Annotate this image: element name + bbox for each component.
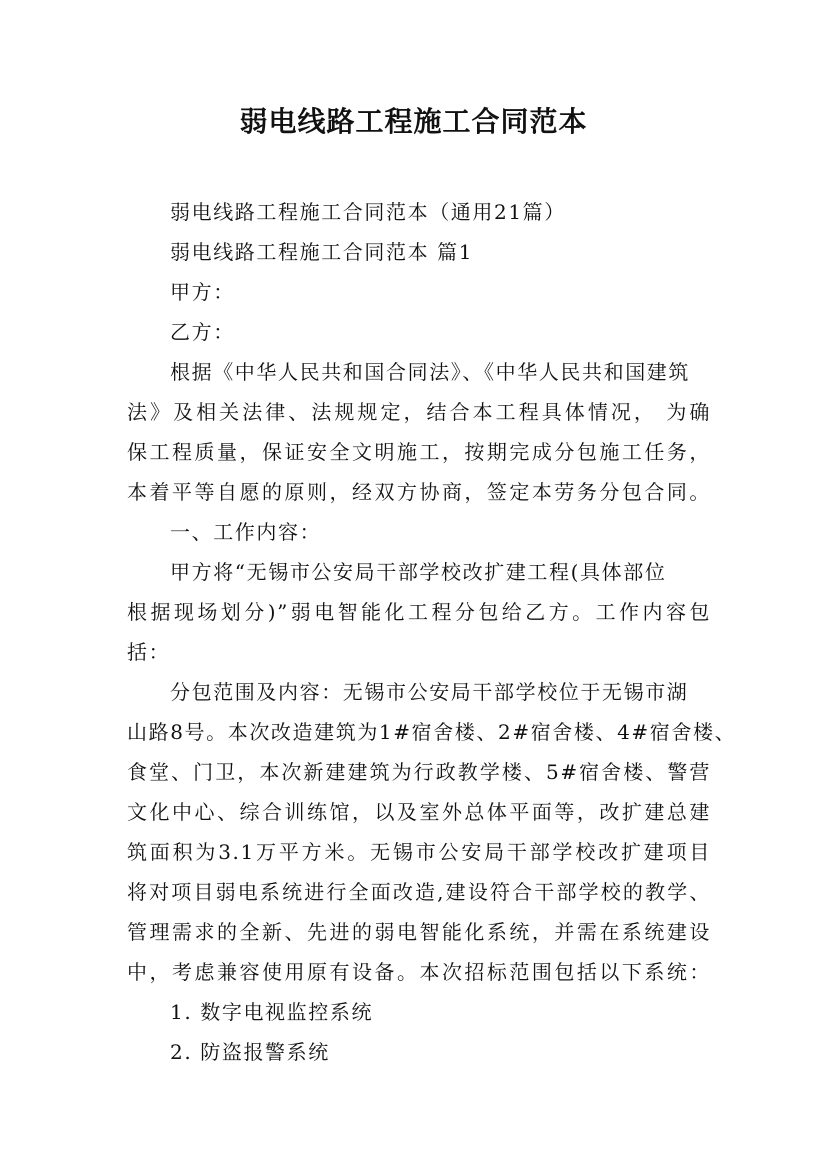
clause-heading: 一、工作内容： [170, 520, 322, 544]
party-a-label: 甲方： [170, 280, 235, 304]
document-body [127, 192, 737, 1072]
list-item: 2. 防盗报警系统 [170, 1040, 330, 1064]
paragraph-line: 根据《中华人民共和国合同法》、《中华人民共和国建筑 [170, 360, 690, 384]
paragraph-line: 将对项目弱电系统进行全面改造,建设符合干部学校的教学、 [127, 880, 711, 904]
paragraph-line: 分包范围及内容：无锡市公安局干部学校位于无锡市湖 [170, 680, 689, 704]
paragraph-line: 山路8号。本次改造建筑为1#宿舍楼、2#宿舍楼、4#宿舍楼、 [127, 720, 737, 744]
paragraph-line: 筑面积为3.1万平方米。无锡市公安局干部学校改扩建项目 [127, 840, 711, 864]
paragraph-line: 管理需求的全新、先进的弱电智能化系统，并需在系统建设 [127, 920, 711, 944]
paragraph-line: 本着平等自愿的原则，经双方协商，签定本劳务分包合同。 [127, 480, 711, 504]
party-b-label: 乙方： [170, 320, 235, 344]
list-item: 1. 数字电视监控系统 [170, 1000, 374, 1024]
paragraph-line: 中，考虑兼容使用原有设备。本次招标范围包括以下系统： [127, 960, 711, 984]
section-heading: 弱电线路工程施工合同范本 篇1 [170, 240, 474, 264]
subtitle-line: 弱电线路工程施工合同范本（通用21篇） [170, 200, 566, 224]
paragraph-line: 食堂、门卫，本次新建建筑为行政教学楼、5#宿舍楼、警营 [127, 760, 711, 784]
paragraph-line: 甲方将“无锡市公安局干部学校改扩建工程(具体部位 [170, 560, 667, 584]
paragraph-line: 保工程质量，保证安全文明施工，按期完成分包施工任务， [127, 440, 711, 464]
paragraph-line: 法》及相关法律、法规规定，结合本工程具体情况， 为确 [127, 400, 711, 424]
document-title: 弱电线路工程施工合同范本 [239, 105, 588, 138]
paragraph-line: 括： [127, 640, 171, 664]
paragraph-line: 根据现场划分)”弱电智能化工程分包给乙方。工作内容包 [127, 600, 711, 624]
paragraph-line: 文化中心、综合训练馆，以及室外总体平面等，改扩建总建 [127, 800, 711, 824]
